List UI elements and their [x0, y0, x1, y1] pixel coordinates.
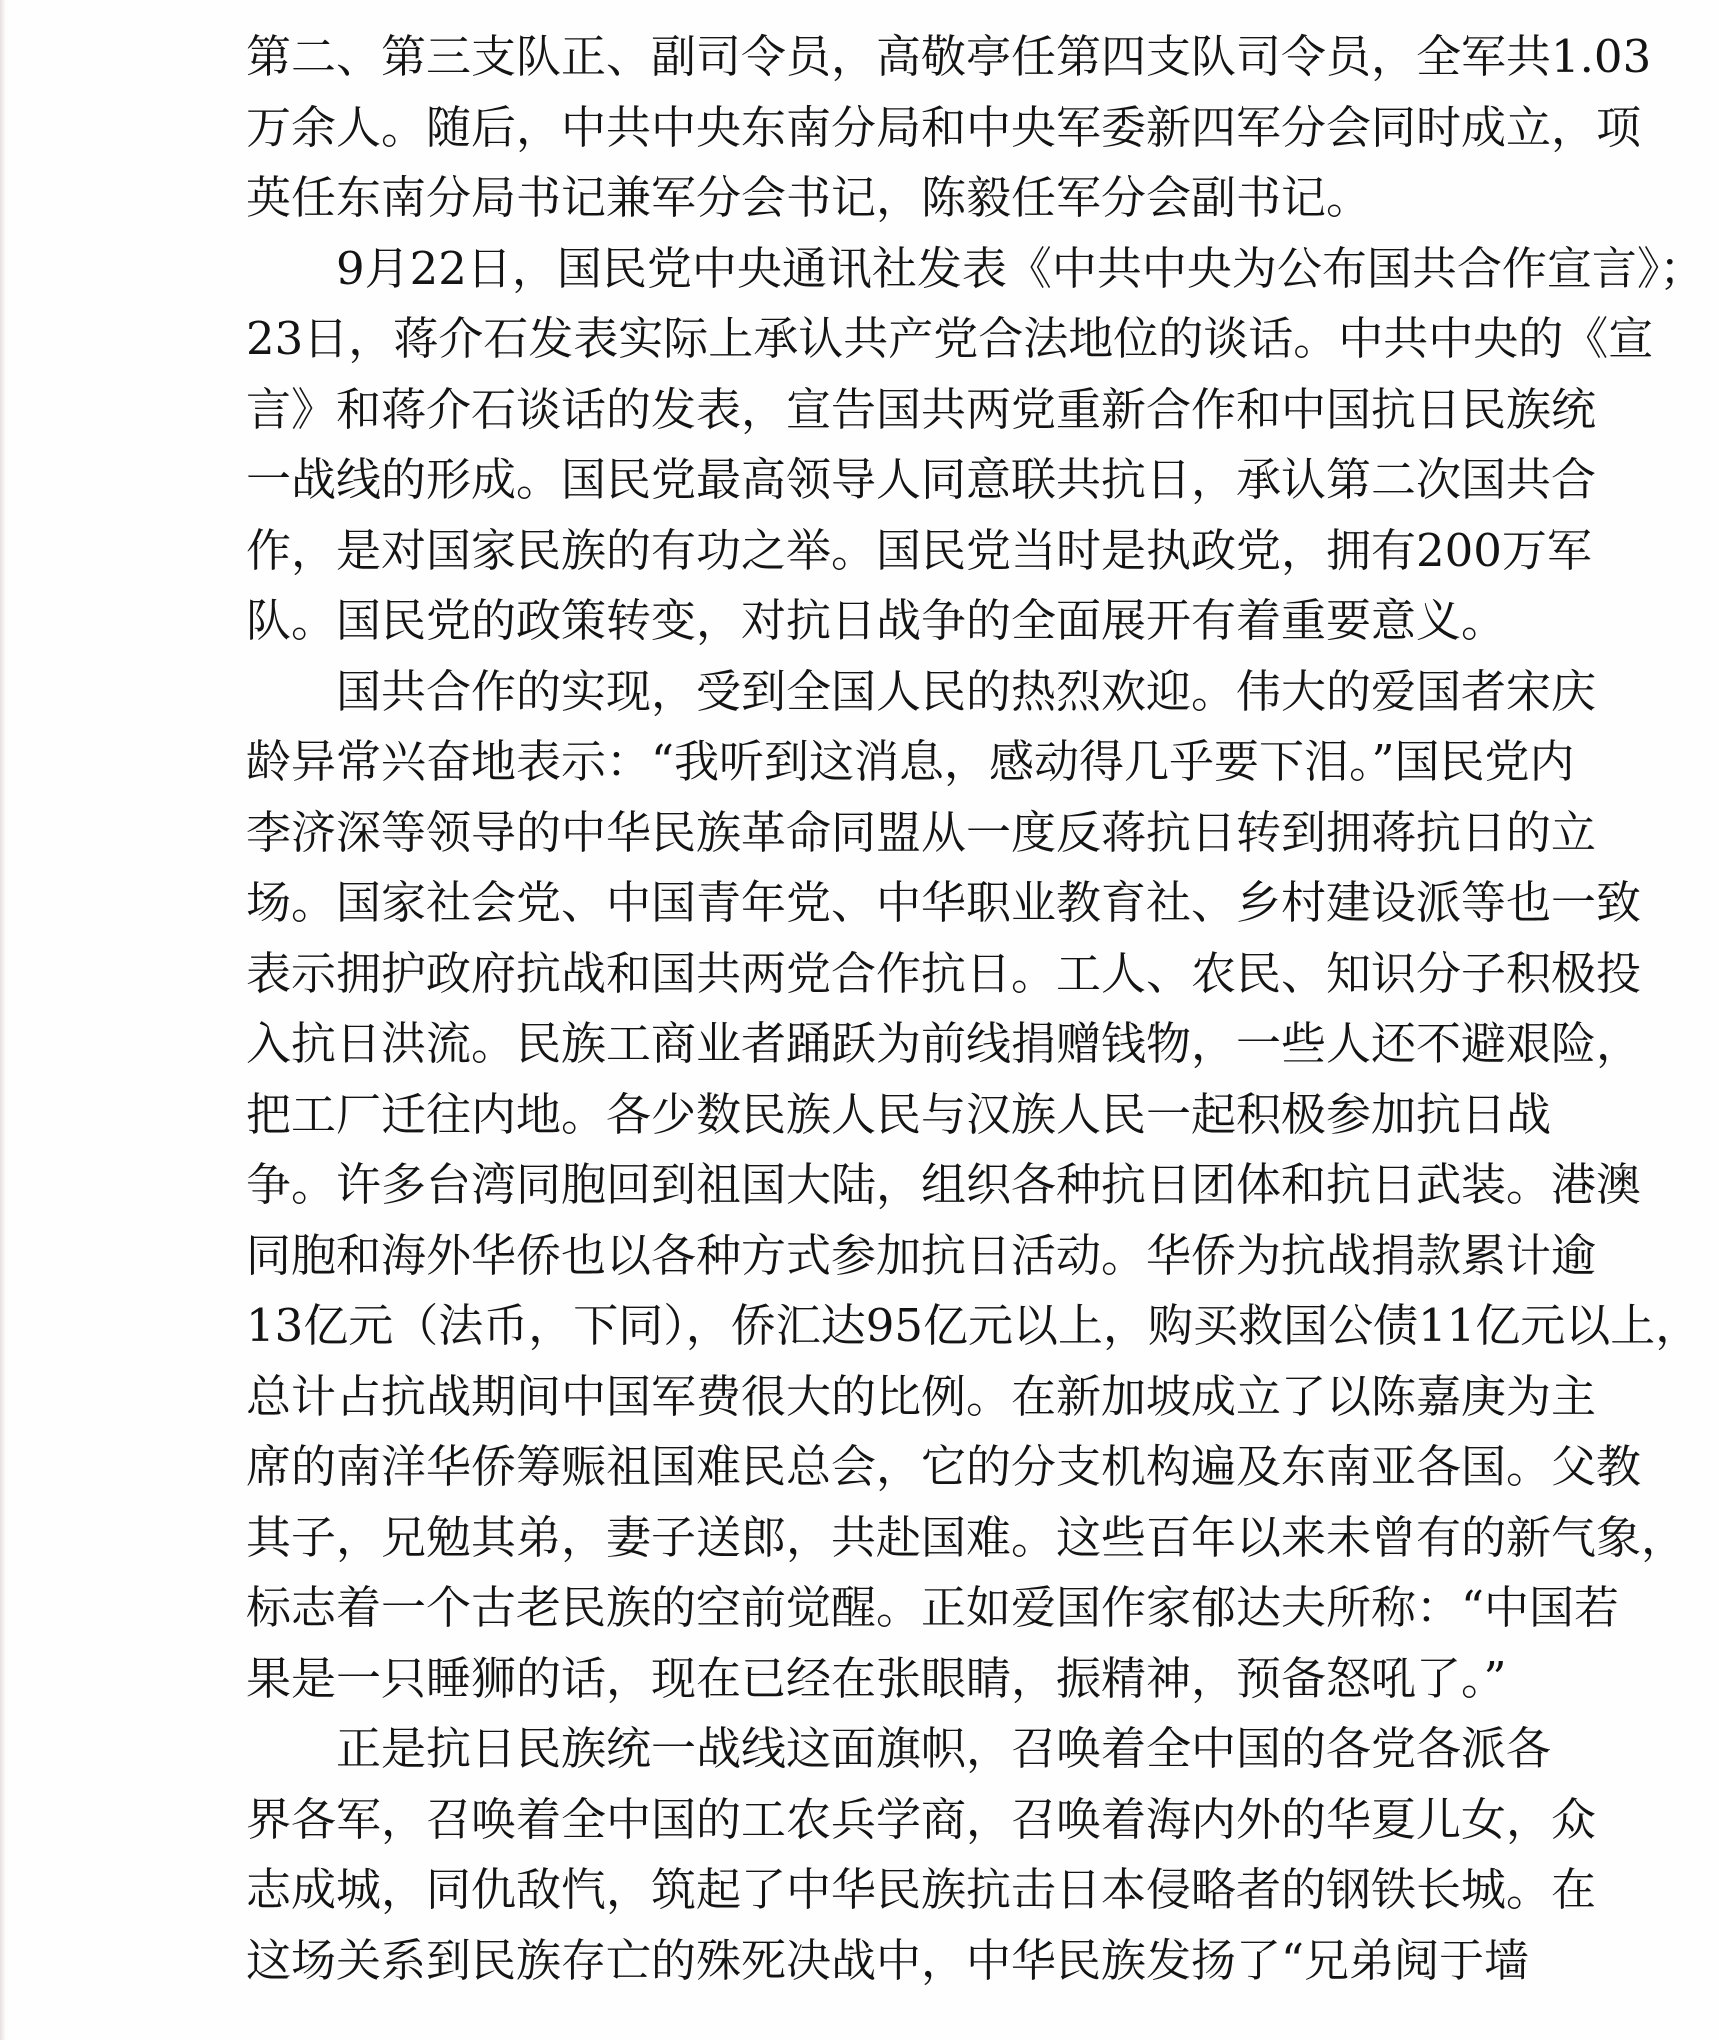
text-line: 龄异常兴奋地表示：“我听到这消息，感动得几乎要下泪。”国民党内 — [246, 735, 1575, 788]
paragraph-2 — [246, 234, 1705, 657]
text-line: 同胞和海外华侨也以各种方式参加抗日活动。华侨为抗战捐款累计逾 — [246, 1228, 1597, 1282]
text-line: 界各军，召唤着全中国的工农兵学商，召唤着海内外的华夏儿女，众 — [246, 1792, 1597, 1846]
text-line: 国共合作的实现，受到全国人民的热烈欢迎。伟大的爱国者宋庆 — [336, 664, 1597, 718]
text-line: 果是一只睡狮的话，现在已经在张眼睛，振精神，预备怒吼了。” — [246, 1651, 1507, 1705]
text-line: 总计占抗战期间中国军费很大的比例。在新加坡成立了以陈嘉庚为主 — [246, 1369, 1597, 1423]
text-line: 英任东南分局书记兼军分会书记，陈毅任军分会副书记。 — [246, 171, 1372, 224]
text-line: 席的南洋华侨筹赈祖国难民总会，它的分支机构遍及东南亚各国。父教 — [246, 1440, 1642, 1493]
text-line: 正是抗日民族统一战线这面旗帜，召唤着全中国的各党各派各 — [336, 1722, 1552, 1775]
page-edge-shadow — [0, 0, 6, 2040]
text-line: 争。许多台湾同胞回到祖国大陆，组织各种抗日团体和抗日武装。港澳 — [246, 1158, 1642, 1211]
text-line: 入抗日洪流。民族工商业者踊跃为前线捐赠钱物，一些人还不避艰险， — [246, 1017, 1642, 1070]
paragraph-3 — [246, 657, 1701, 1715]
text-line: 万余人。随后，中共中央东南分局和中央军委新四军分会同时成立，项 — [246, 100, 1642, 154]
text-line: 第二、第三支队正、副司令员，高敬亭任第四支队司令员，全军共1.03 — [246, 30, 1652, 83]
text-line: 场。国家社会党、中国青年党、中华职业教育社、乡村建设派等也一致 — [246, 876, 1642, 929]
body-text — [246, 22, 1705, 1996]
text-line: 言》和蒋介石谈话的发表，宣告国共两党重新合作和中国抗日民族统 — [246, 382, 1597, 436]
text-line: 13亿元（法币，下同），侨汇达95亿元以上，购买救国公债11亿元以上， — [246, 1299, 1701, 1352]
text-line: 标志着一个古老民族的空前觉醒。正如爱国作家郁达夫所称：“中国若 — [246, 1581, 1620, 1634]
text-line: 23日，蒋介石发表实际上承认共产党合法地位的谈话。中共中央的《宣 — [246, 312, 1654, 365]
text-line: 一战线的形成。国民党最高领导人同意联共抗日，承认第二次国共合 — [246, 453, 1597, 506]
text-line: 志成城，同仇敌忾，筑起了中华民族抗击日本侵略者的钢铁长城。在 — [246, 1863, 1597, 1916]
text-line: 队。国民党的政策转变，对抗日战争的全面展开有着重要意义。 — [246, 594, 1507, 647]
text-line: 9月22日，国民党中央通讯社发表《中共中央为公布国共合作宣言》； — [336, 241, 1705, 295]
paragraph-1 — [246, 22, 1652, 234]
text-line: 这场关系到民族存亡的殊死决战中，中华民族发扬了“兄弟阋于墙 — [246, 1933, 1530, 1987]
text-line: 作，是对国家民族的有功之举。国民党当时是执政党，拥有200万军 — [246, 523, 1592, 577]
paragraph-4 — [246, 1714, 1597, 1996]
text-line: 表示拥护政府抗战和国共两党合作抗日。工人、农民、知识分子积极投 — [246, 946, 1642, 1000]
text-line: 李济深等领导的中华民族革命同盟从一度反蒋抗日转到拥蒋抗日的立 — [246, 805, 1597, 859]
text-line: 其子，兄勉其弟，妻子送郎，共赴国难。这些百年以来未曾有的新气象， — [246, 1510, 1687, 1564]
text-line: 把工厂迁往内地。各少数民族人民与汉族人民一起积极参加抗日战 — [246, 1087, 1552, 1141]
